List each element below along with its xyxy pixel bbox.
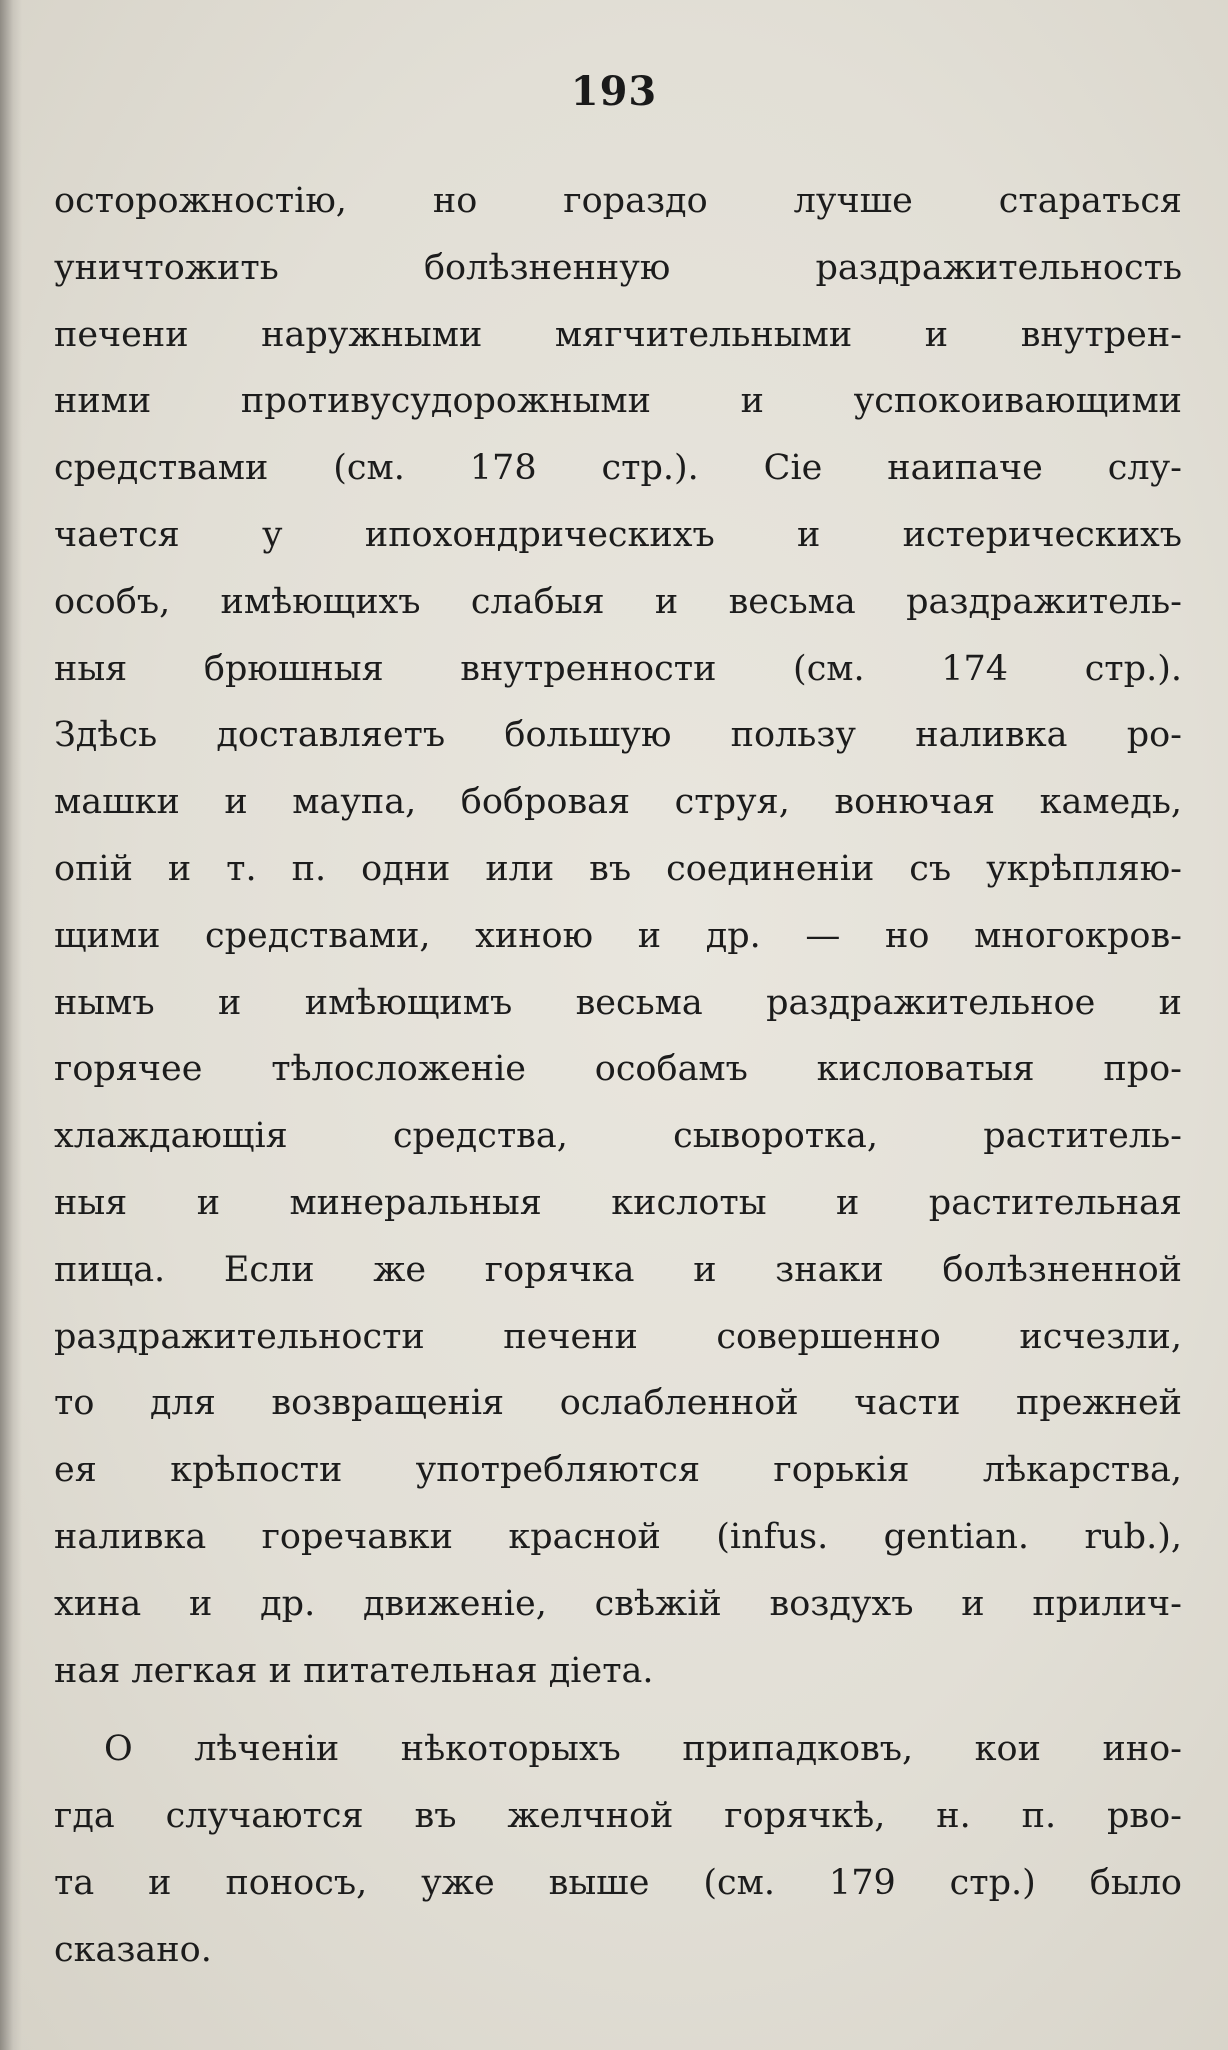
text-line: ныя и минеральныя кислоты и растительная	[54, 1182, 1182, 1223]
text-line: раздражительности печени совершенно исчезли,	[54, 1316, 1182, 1357]
paragraph	[54, 168, 1182, 1704]
text-line: опій и т. п. одни или въ соединеніи съ укрѣпляю-	[54, 848, 1182, 889]
page-number: 193	[570, 68, 658, 115]
text-line: уничтожить болѣзненную раздражительность	[54, 247, 1182, 288]
text-line: гда случаются въ желчной горячкѣ, н. п. рво-	[54, 1796, 1182, 1837]
text-line: особъ, имѣющихъ слабыя и весьма раздражитель-	[54, 581, 1182, 622]
text-line: хлаждающія средства, сыворотка, раститель-	[54, 1116, 1182, 1157]
text-line: хина и др. движеніе, свѣжій воздухъ и прилич-	[54, 1583, 1182, 1624]
text-line: та и поносъ, уже выше (см. 179 стр.) было	[54, 1862, 1182, 1903]
page-body-text	[54, 168, 1182, 1984]
page-binding-shadow	[0, 0, 22, 2050]
text-line: печени наружными мягчительными и внутрен-	[54, 314, 1182, 355]
paragraph	[54, 1716, 1182, 1983]
text-line: наливка горечавки красной (infus. gentian. rub.),	[54, 1516, 1182, 1557]
text-line: ними противусудорожными и успокоивающими	[54, 381, 1182, 422]
text-line: чается у ипохондрическихъ и истерическихъ	[54, 514, 1182, 555]
text-line: то для возвращенія ослабленной части прежней	[54, 1383, 1182, 1424]
text-line: пища. Если же горячка и знаки болѣзненной	[54, 1249, 1182, 1290]
text-line: средствами (см. 178 стр.). Сіе наипаче слу-	[54, 448, 1182, 489]
text-line: ея крѣпости употребляются горькія лѣкарства,	[54, 1450, 1182, 1491]
text-line: щими средствами, хиною и др. — но многокров-	[54, 915, 1182, 956]
text-line: нымъ и имѣющимъ весьма раздражительное и	[54, 982, 1182, 1023]
text-line: горячее тѣлосложеніе особамъ кисловатыя про-	[54, 1049, 1182, 1090]
text-line: О лѣченіи нѣкоторыхъ припадковъ, кои ино-	[104, 1729, 1182, 1770]
text-line: ныя брюшныя внутренности (см. 174 стр.).	[54, 648, 1182, 689]
text-line: ная легкая и питательная діета.	[54, 1650, 654, 1691]
text-line: Здѣсь доставляетъ большую пользу наливка ро-	[54, 715, 1182, 756]
text-line: машки и маупа, бобровая струя, вонючая камедь,	[54, 782, 1182, 823]
text-line: осторожностію, но гораздо лучше стараться	[54, 181, 1182, 221]
text-line: сказано.	[54, 1929, 212, 1970]
paragraph-gap	[54, 1704, 1182, 1716]
